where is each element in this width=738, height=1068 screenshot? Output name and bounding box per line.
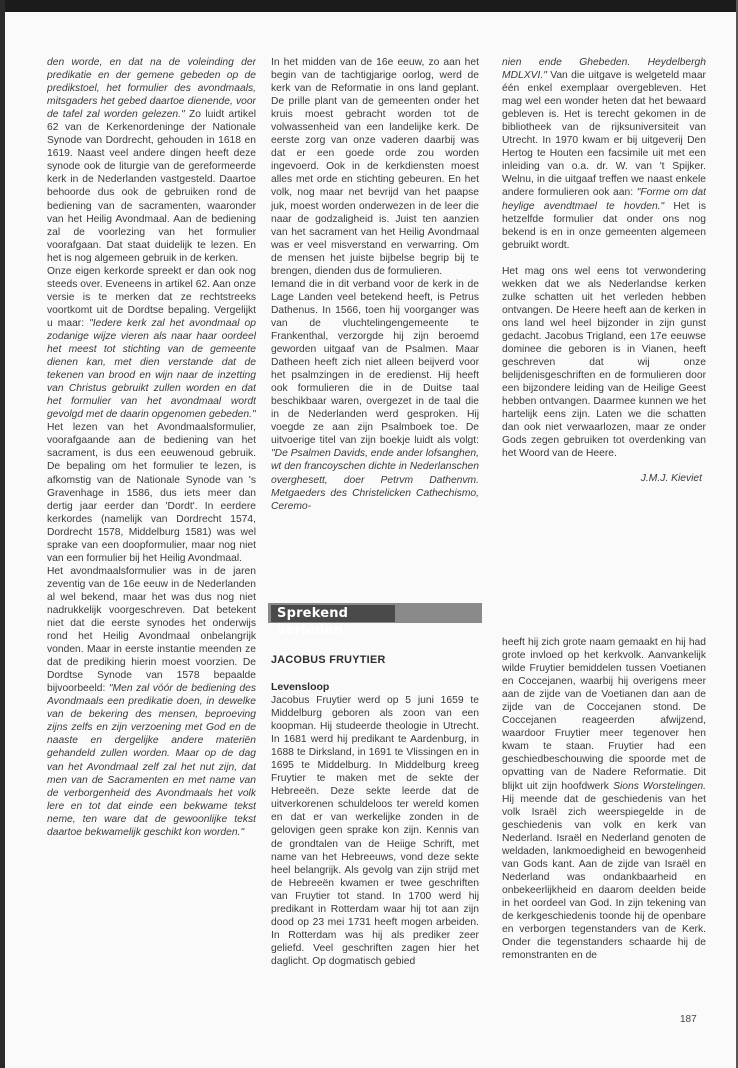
paragraph: den worde, en dat na de voleinding der predikatie en der gemene gebeden op de predikstoel, het formulier des avondmaals, mitsgaders het gebed daartoe dienende, voor de tafel zal worden gelezen." Zo luidt artikel 62 van de Kerkenordeninge der Nationale Synode van Dordrecht, gehouden in 1618 en 1619. Naast veel andere dingen heeft deze synode ook de liturgie van de gereformeerde kerk in de Nederlanden vastgesteld. Daartoe behoorde dus ook de gebruiken rond de bediening van de sacramenten, waaronder van het Heilig Avondmaal. Aan de bediening zal de voorlezing van het formulier voorafgaan. Dat staat duidelijk te lezen. En het is nog algemeen gebruik in de kerken. [47, 57, 256, 264]
section-banner-label: Sprekend verleden [271, 605, 395, 622]
paragraph: Onze eigen kerkorde spreekt er dan ook nog steeds over. Eveneens in artikel 62. Aan onze versie is te merken dat ze rechtstreeks voortkomt uit de Dordtse bepaling. Vergelijkt u maar: "Iedere kerk zal het avondmaal op zodanige wijze vieren als naar haar oordeel het meest tot stichting van de gemeente dienen kan, met dien verstande dat de tekenen van brood en wijn naar de inzetting van Christus gebruikt zullen worden en dat het formulier van het avondmaal wordt gevolgd met de daarin opgenomen gebeden." [47, 265, 256, 421]
scan-left-border [0, 0, 5, 1068]
paragraph: Iemand die in dit verband voor de kerk in de Lage Landen veel betekend heeft, is Petrus Dathenus. In 1566, toen hij voorganger was van de vluchtelingengemeente te Frankenthal, verzorgde hij zijn beroemd geworden uitgaaf van de Psalmen. Maar Datheen heeft zich niet alleen beijverd voor het psalmzingen in de eredienst. Hij heeft ook formulieren die in de Duitse taal beschikbaar waren, overgezet in de taal die in de Nederlanden werd gesproken. Hij voegde ze aan zijn Psalmboek toe. De uitvoerige titel van zijn boekje luidt als volgt: "De Psalmen Davids, ende ander lofsanghen, wt den francoyschen dichte in Nederlanschen overghesett, doer Petrvm Dathenvm. Metgaeders des Christelicken Cathechismo, Ceremo- [271, 278, 479, 512]
subheading: Levensloop [271, 681, 330, 693]
paragraph: Het lezen van het Avondmaalsformulier, voorafgaande aan de bediening van het sacrament, is dus een eeuwenoud gebruik. De bepaling om het formulier te lezen, is afkomstig van de Nationale Synode van 's Gravenhage in 1586, dus iets meer dan dertig jaar eerder dan 'Dordt'. In eerdere kerkordes (namelijk van Dordrecht 1574, Dordrecht 1578, Middelburg 1581) was wel sprake van een doopformulier, maar nog niet van een formulier bij het Heilig Avondmaal. [47, 422, 256, 564]
article-column-2-lower [271, 694, 479, 999]
article-column-3-lower [502, 636, 706, 998]
section-banner [268, 603, 482, 638]
paragraph: heeft hij zich grote naam gemaakt en hij had grote invloed op het kerkvolk. Aanvankelijk wilde Fruytier bemiddelen tussen Voetianen en Coccejanen, waarbij hij overigens meer aan de zijde van de Voetianen dan aan de zijde van de Coccejanen stond. De Coccejanen reageerden afwijzend, waardoor Fruytier meer tegenover hen kwam te staan. Fruytier had een geschiedbeschouwing die spoorde met de opvatting van de Nadere Reformatie. Dit blijkt uit zijn hoofdwerk Sions Worstelingen. Hij meende dat de geschiedenis van het volk Israël zich weerspiegelde in de geschiedenis van volk en kerk van Nederland. Israël en Nederland genoten de weldaden, lankmoedigheid en bewogenheid van Gods kant. Aan de zijde van Israël en Nederland was ondankbaarheid en onbekeerlijkheid en daarom deelden beide in het oordeel van God. In zijn tekening van de kerkgeschiedenis toonde hij de openbare en verborgen tegenstanders van de Kerk. Onder die tegenstanders schaarde hij de remonstranten en de [502, 637, 706, 962]
paragraph: Het avondmaalsformulier was in de jaren zeventig van de 16e eeuw in de Nederlanden al wel bekend, maar het was dus nog niet nadrukkelijk voorgeschreven. Dat betekent niet dat die eerste synodes het onderwijs rond het Heilig Avondmaal onbelangrijk vonden. Maar in eerste instantie meenden ze dat de prediking hierin moest voorzien. De Dordtse Synode van 1578 bepaalde bijvoorbeeld: "Men zal vóór de bediening des Avondmaals een predikatie doen, in dewelke van de bekering des mensen, beproeving zijns zelfs en zijn verzoening met God en de naaste en dergelijke andere materiën gehandeld zullen worden. Maar op de dag van het Avondmaal zelf zal het nut zijn, dat men van de Sacramenten en met name van de verborgenheid des Avondmaals het volk lere en tot dat einde een bekwame tekst neme, ten ware dat de gewoonlijke tekst daartoe bekwamelijk geschikt kon worden." [47, 565, 256, 838]
paragraph: nien ende Ghebeden. Heydelbergh MDLXVI." Van die uitgave is welgeteld maar één enkel exemplaar overgebleven. Het mag wel een wonder heten dat het bewaard gebleven is. Het is terecht gekomen in de bibliotheek van de rijksuniversiteit van Utrecht. In 1970 kwam er bij uitgeverij Den Hertog te Houten een facsimile uit met een inleiding van o.a. dr. W. van 't Spijker. Welnu, in die uitgaaf treffen we naast enkele andere formulieren ook aan: "Forme om dat heylige avendtmael te hovden." Het is hetzelfde formulier dat onder ons nog bekend is en in onze gemeenten algemeen gebruikt wordt. [502, 57, 706, 251]
article-column-3 [502, 56, 706, 556]
scan-top-border [0, 0, 738, 12]
article-column-2 [271, 56, 479, 591]
article-title: JACOBUS FRUYTIER [271, 654, 386, 666]
paragraph: In het midden van de 16e eeuw, zo aan het begin van de tachtigjarige oorlog, werd de kerk van de Reformatie in ons land geplant. De prille plant van de gemeenten onder het kruis moest gebracht worden tot de volwassenheid van een landelijke kerk. De eerste zorg van onze vaderen daarbij was dat er een goede orde zou worden ingevoerd. Ook in de kerkdiensten moest alles met orde en stichting gebeuren. En het volk, nog maar net bevrijd van het paapse juk, moest worden onderwezen in de leer die naar de godzaligheid is. Juist ten aanzien van het sacrament van het Heilig Avondmaal was er veel misverstand en verwarring. Om de mensen het juiste bijbelse begrip bij te brengen, dienden dus de formulieren. [271, 57, 479, 277]
paragraph: Het mag ons wel eens tot verwondering wekken dat we als Nederlandse kerken zulke schatten uit het verleden hebben ontvangen. De Heere heeft aan de kerken in ons land wel heel bijzonder in zijn gunst gedacht. Jacobus Trigland, een 17e eeuwse dominee die geboren is in Vianen, heeft geschreven dat wij onze belijdenisgeschriften en de formulieren door een bijzondere leiding van de Heilige Geest hebben ontvangen. Daarmee kunnen we het hartelijk eens zijn. Laten we die schatten dan ook niet verwaarlozen, maar ze onder Gods zegen gebruiken tot overdenking van het Woord van de Heere. [502, 265, 706, 460]
author-signature: J.M.J. Kieviet [640, 473, 702, 485]
article-column-1 [47, 56, 256, 996]
paragraph-gap [502, 252, 706, 265]
page-number: 187 [680, 1014, 697, 1025]
paragraph: Jacobus Fruytier werd op 5 juni 1659 te Middelburg geboren als zoon van een koopman. Hij studeerde theologie in Utrecht. In 1681 werd hij predikant te Aardenburg, in 1688 te Dirksland, in 1691 te Vlissingen en in 1695 te Middelburg. In Middelburg kreeg Fruytier te maken met de sekte der Hebreeën. Deze sekte leerde dat de uitverkorenen schuldeloos ter wereld komen en dat er van werkelijke zonden in de gelovigen geen sprake kon zijn. Kennis van de grondtalen van de Heiige Schrift, met name van het Hebreeuws, vond deze sekte heel belangrijk. Als gevolg van zijn strijd met de Hebreeën kwamen er twee geschriften van Fruytier tot stand. In 1700 werd hij predikant in Rotterdam waar hij tot aan zijn dood op 23 mei 1731 heeft mogen arbeiden. In Rotterdam was hij als prediker zeer geliefd. Veel geschriften zagen hier het daglicht. Op dogmatisch gebied [271, 695, 479, 967]
